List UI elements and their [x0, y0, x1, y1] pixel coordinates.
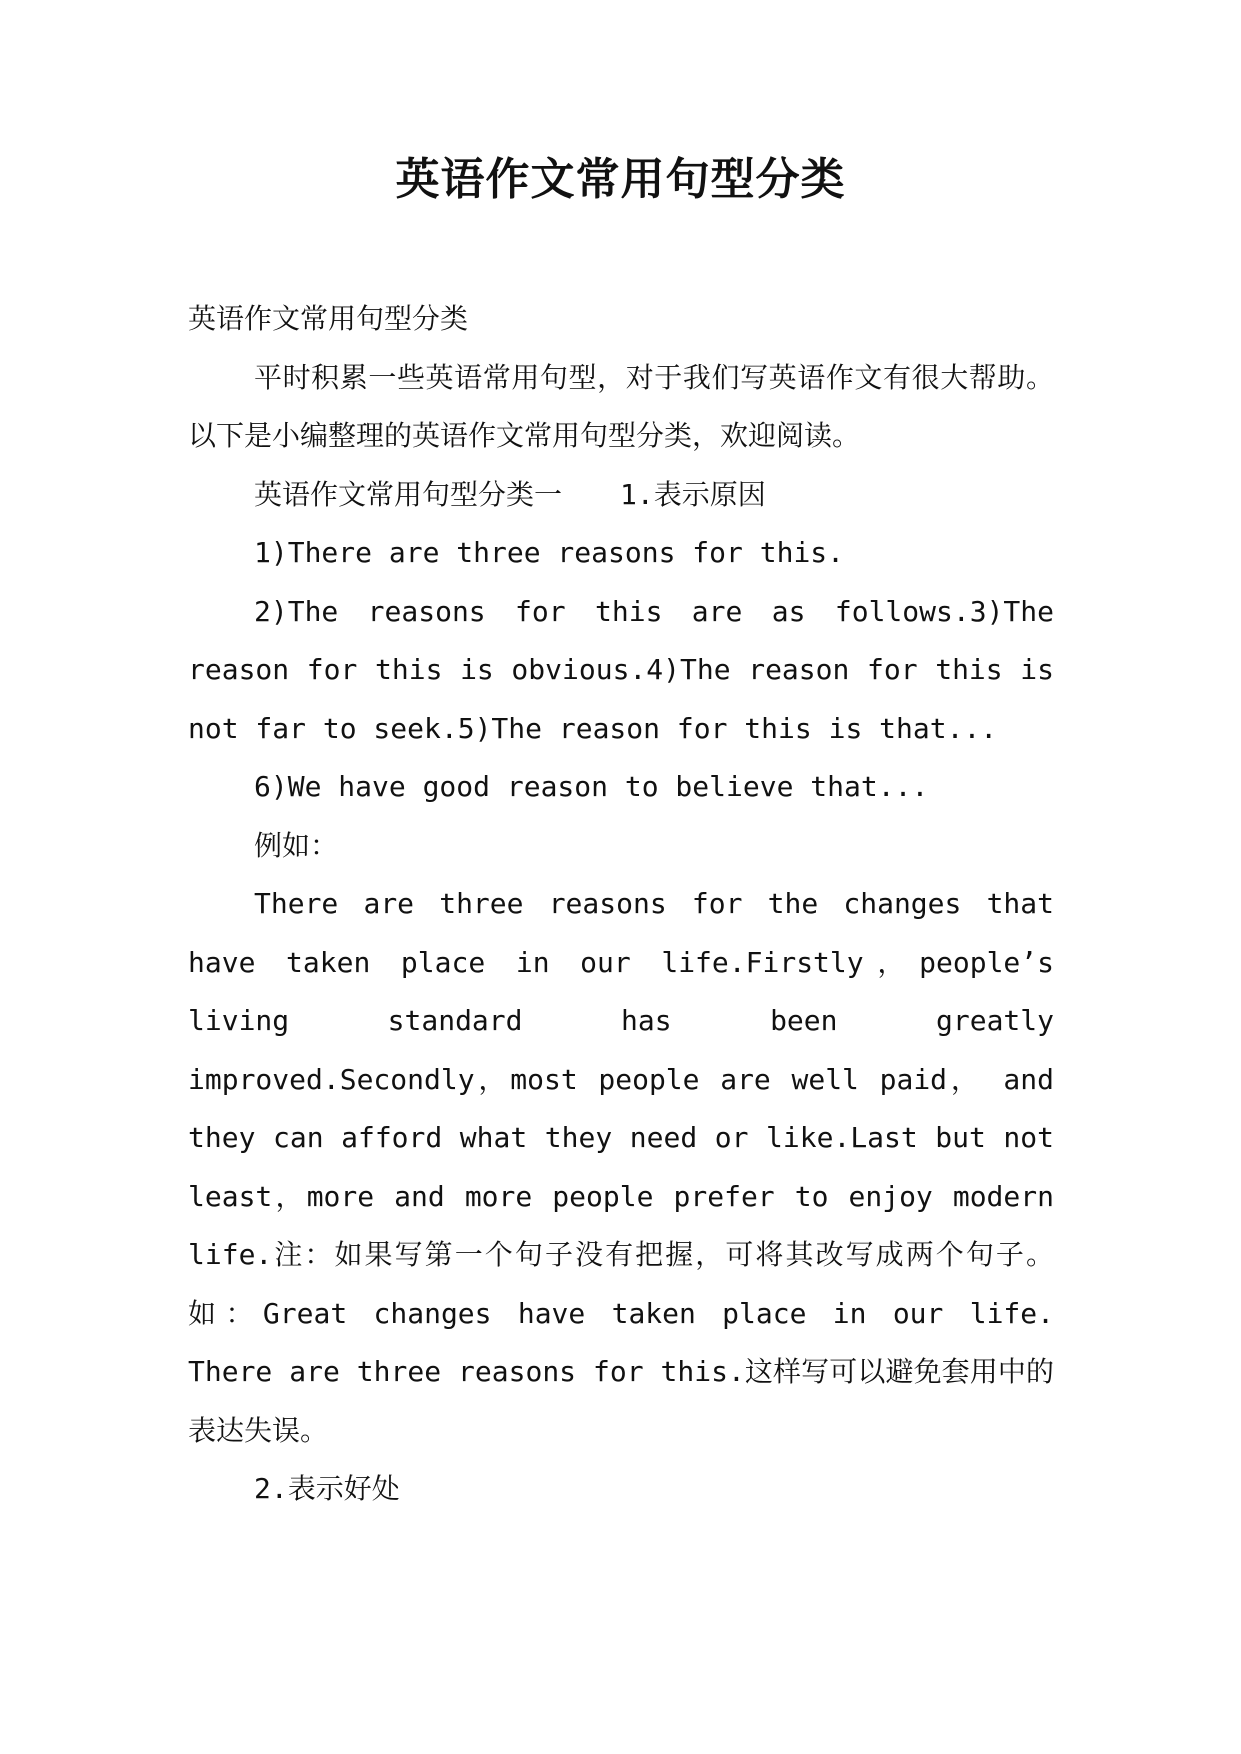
section-heading [188, 466, 1054, 525]
subtitle: 英语作文常用句型分类 [188, 302, 469, 335]
section-item-heading: 2.表示好处 [254, 1472, 400, 1505]
document-body [188, 290, 1054, 1519]
sentence-paragraph: 2)The reasons for this are as follows.3)The reason for this is obvious.4)The reason for this is not far to seek.5)The reason for this is that... [188, 594, 1054, 745]
sentence-line: 1)There are three reasons for this. [254, 536, 845, 569]
section-item-heading: 1.表示原因 [620, 477, 766, 511]
example-label: 例如： [254, 828, 339, 862]
document-title: 英语作文常用句型分类 [395, 154, 846, 205]
example-paragraph: There are three reasons for the changes that have taken place in our life.Firstly，people’s living standard has been greatly improved.Secondly，most people are well paid， and they can afford what they need or like.Last but not least，more and more people prefer to enjoy modern life.注：如果写第一个句子没有把握，可将其改写成两个句子。如：Great changes have taken place in our life. There are three reasons for this.这样写可以避免套用中的表达失误。 [188, 887, 1054, 1447]
section-title: 英语作文常用句型分类一 [254, 477, 563, 511]
sentence-line: 6)We have good reason to believe that... [254, 770, 929, 803]
intro-paragraph: 平时积累一些英语常用句型，对于我们写英语作文有很大帮助。以下是小编整理的英语作文常用句型分类，欢迎阅读。 [188, 360, 1054, 452]
